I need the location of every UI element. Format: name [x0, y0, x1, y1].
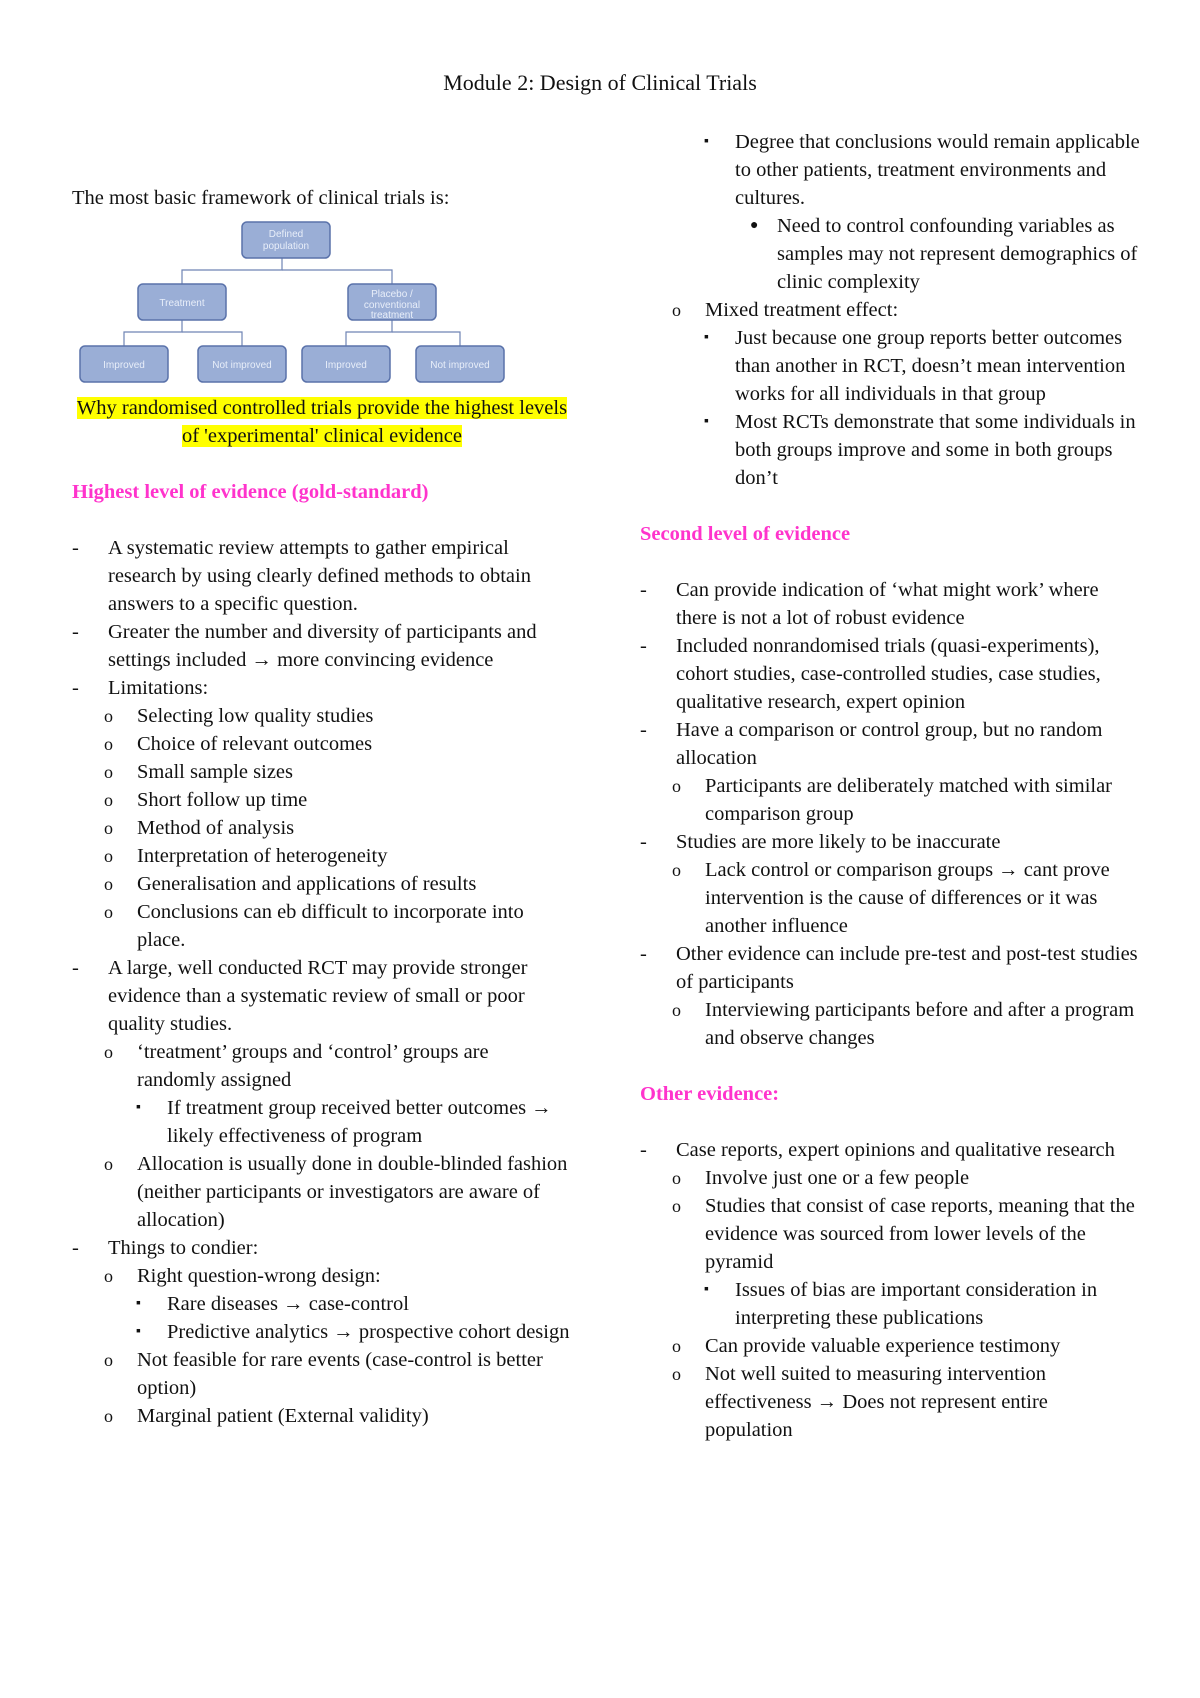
bullet-marker-icon: o	[672, 1168, 681, 1188]
list-item-text: Just because one group reports better outcomes than another in RCT, doesn’t mean intervention works for all individuals in that group	[735, 327, 1126, 405]
other-evidence-bullet-list	[640, 1136, 1140, 1444]
bullet-marker-icon: -	[72, 1237, 79, 1259]
svg-text:Placebo /: Placebo /	[371, 289, 413, 300]
list-item	[640, 324, 1140, 408]
diagram-improved-node	[80, 346, 168, 382]
list-item-text: Things to condier:	[108, 1237, 259, 1259]
bullet-marker-icon: -	[640, 719, 647, 741]
list-item	[72, 1094, 572, 1150]
right-column	[640, 128, 1140, 1444]
bullet-marker-icon: -	[72, 677, 79, 699]
list-item	[72, 1402, 572, 1430]
bullet-marker-icon: o	[672, 860, 681, 880]
bullet-marker-icon: o	[672, 776, 681, 796]
list-item-text: Need to control confounding variables as samples may not represent demographics of clinic complexity	[777, 215, 1138, 293]
svg-text:Treatment: Treatment	[159, 298, 205, 309]
bullet-marker-icon: o	[104, 1154, 113, 1174]
list-item-text: Studies are more likely to be inaccurate	[676, 831, 1001, 853]
bullet-marker-icon: o	[104, 874, 113, 894]
list-item	[640, 1276, 1140, 1332]
bullet-marker-icon: o	[672, 1196, 681, 1216]
list-item	[640, 408, 1140, 492]
list-item-text: Included nonrandomised trials (quasi-experiments), cohort studies, case-controlled studies, case studies, qualitative research, expert opinion	[676, 635, 1101, 713]
bullet-marker-icon: o	[672, 300, 681, 320]
list-item-text: Right question-wrong design:	[137, 1265, 381, 1287]
list-item	[72, 814, 572, 842]
list-item	[640, 828, 1140, 856]
list-item	[640, 296, 1140, 324]
list-item	[72, 786, 572, 814]
list-item-text: Marginal patient (External validity)	[137, 1405, 429, 1427]
diagram-not-improved-node	[198, 346, 286, 382]
list-item-text: Participants are deliberately matched with similar comparison group	[705, 775, 1113, 825]
intro-text: The most basic framework of clinical trials is:	[72, 187, 450, 209]
bullet-marker-icon: -	[640, 1139, 647, 1161]
section-heading-second-level: Second level of evidence	[640, 523, 851, 545]
bullet-marker-icon: o	[104, 762, 113, 782]
list-item-text: Limitations:	[108, 677, 209, 699]
list-item	[72, 1318, 572, 1346]
svg-text:Not improved: Not improved	[430, 360, 490, 371]
list-item	[640, 1192, 1140, 1276]
list-item	[640, 212, 1140, 296]
list-item	[72, 898, 572, 954]
bullet-marker-icon: o	[104, 734, 113, 754]
list-item-text: Allocation is usually done in double-blinded fashion (neither participants or investigators are aware of allocation)	[137, 1153, 568, 1231]
diagram-not-improved-node	[416, 346, 504, 382]
bullet-marker-icon: o	[104, 1406, 113, 1426]
bullet-marker-icon: o	[104, 1350, 113, 1370]
list-item-text: If treatment group received better outcomes → likely effectiveness of program	[167, 1097, 552, 1147]
bullet-marker-icon: ▪	[136, 1324, 141, 1339]
list-item-text: ‘treatment’ groups and ‘control’ groups are randomly assigned	[137, 1041, 489, 1091]
list-item	[640, 856, 1140, 940]
list-item-text: Studies that consist of case reports, meaning that the evidence was sourced from lower levels of the pyramid	[705, 1195, 1135, 1273]
bullet-marker-icon: -	[640, 831, 647, 853]
list-item-text: Method of analysis	[137, 817, 295, 839]
diagram-root-node	[242, 222, 330, 258]
svg-text:Defined: Defined	[268, 229, 304, 240]
list-item	[72, 954, 572, 1038]
list-item-text: Can provide indication of ‘what might work’ where there is not a lot of robust evidence	[676, 579, 1099, 629]
svg-text:Not improved: Not improved	[212, 360, 272, 371]
bullet-marker-icon: -	[640, 943, 647, 965]
list-item	[640, 1164, 1140, 1192]
bullet-marker-icon: ●	[750, 218, 759, 233]
diagram-improved-node	[302, 346, 390, 382]
bullet-marker-icon: o	[104, 790, 113, 810]
list-item	[72, 842, 572, 870]
highlighted-note: Why randomised controlled trials provide the highest levels of 'experimental' clinical evidence	[76, 397, 568, 447]
bullet-marker-icon: ▪	[704, 330, 709, 345]
list-item-text: Predictive analytics → prospective cohort design	[167, 1321, 570, 1343]
svg-text:Improved: Improved	[325, 360, 367, 371]
list-item	[72, 534, 572, 618]
bullet-marker-icon: o	[104, 818, 113, 838]
list-item	[640, 576, 1140, 632]
list-item	[640, 1360, 1140, 1444]
left-bullet-list	[72, 534, 572, 1430]
list-item-text: Lack control or comparison groups → cant prove intervention is the cause of differences or it was another influence	[705, 859, 1110, 937]
list-item	[640, 632, 1140, 716]
svg-text:treatment: treatment	[370, 310, 414, 321]
bullet-marker-icon: ▪	[136, 1100, 141, 1115]
list-item	[640, 1332, 1140, 1360]
list-item-text: Other evidence can include pre-test and post-test studies of participants	[676, 943, 1138, 993]
list-item-text: Generalisation and applications of results	[137, 873, 477, 895]
list-item	[72, 730, 572, 758]
page-title: Module 2: Design of Clinical Trials	[443, 70, 757, 95]
list-item-text: Not feasible for rare events (case-control is better option)	[137, 1349, 543, 1399]
list-item	[640, 996, 1140, 1052]
bullet-marker-icon: ▪	[136, 1296, 141, 1311]
clinical-trial-framework-diagram	[76, 218, 516, 388]
bullet-marker-icon: -	[72, 957, 79, 979]
list-item-text: Interpretation of heterogeneity	[137, 845, 388, 867]
list-item	[72, 1150, 572, 1234]
list-item-text: Choice of relevant outcomes	[137, 733, 373, 755]
list-item-text: A systematic review attempts to gather empirical research by using clearly defined methods to obtain answers to a specific question.	[108, 537, 531, 615]
bullet-marker-icon: -	[72, 537, 79, 559]
list-item-text: Case reports, expert opinions and qualitative research	[676, 1139, 1115, 1161]
section-heading-highest-level: Highest level of evidence (gold-standard)	[72, 481, 429, 503]
left-column	[72, 184, 572, 1430]
list-item	[72, 674, 572, 702]
list-item-text: Degree that conclusions would remain applicable to other patients, treatment environments and cultures.	[735, 131, 1140, 209]
bullet-marker-icon: o	[104, 846, 113, 866]
diagram-placebo-node	[348, 284, 436, 321]
list-item-text: Rare diseases → case-control	[167, 1293, 409, 1315]
list-item-text: Small sample sizes	[137, 761, 294, 783]
svg-text:population: population	[262, 241, 310, 252]
section-heading-other-evidence: Other evidence:	[640, 1083, 780, 1105]
bullet-marker-icon: ▪	[704, 414, 709, 429]
bullet-marker-icon: o	[104, 706, 113, 726]
list-item	[640, 716, 1140, 772]
svg-text:Improved: Improved	[103, 360, 145, 371]
list-item	[72, 1234, 572, 1262]
bullet-marker-icon: o	[672, 1364, 681, 1384]
list-item	[72, 702, 572, 730]
right-top-bullet-list	[640, 128, 1140, 492]
list-item-text: Can provide valuable experience testimony	[705, 1335, 1061, 1357]
list-item-text: Selecting low quality studies	[137, 705, 374, 727]
bullet-marker-icon: ▪	[704, 134, 709, 149]
list-item	[72, 758, 572, 786]
list-item	[72, 1038, 572, 1094]
list-item-text: Short follow up time	[137, 789, 308, 811]
list-item-text: Have a comparison or control group, but no random allocation	[676, 719, 1103, 769]
bullet-marker-icon: o	[104, 1042, 113, 1062]
bullet-marker-icon: o	[104, 902, 113, 922]
bullet-marker-icon: o	[672, 1000, 681, 1020]
list-item	[72, 870, 572, 898]
second-level-bullet-list	[640, 576, 1140, 1052]
list-item	[640, 128, 1140, 212]
list-item	[640, 772, 1140, 828]
list-item	[640, 940, 1140, 996]
list-item-text: A large, well conducted RCT may provide stronger evidence than a systematic review of small or poor quality studies.	[108, 957, 528, 1035]
list-item	[640, 1136, 1140, 1164]
diagram-treatment-node	[138, 284, 226, 320]
bullet-marker-icon: ▪	[704, 1282, 709, 1297]
list-item-text: Conclusions can eb difficult to incorporate into place.	[137, 901, 524, 951]
list-item	[72, 1346, 572, 1402]
list-item-text: Involve just one or a few people	[705, 1167, 970, 1189]
bullet-marker-icon: -	[72, 621, 79, 643]
list-item-text: Interviewing participants before and after a program and observe changes	[705, 999, 1135, 1049]
list-item-text: Most RCTs demonstrate that some individuals in both groups improve and some in both groups don’t	[735, 411, 1136, 489]
bullet-marker-icon: -	[640, 579, 647, 601]
bullet-marker-icon: o	[672, 1336, 681, 1356]
list-item-text: Issues of bias are important consideration in interpreting these publications	[735, 1279, 1098, 1329]
list-item-text: Greater the number and diversity of participants and settings included → more convincing evidence	[108, 621, 537, 671]
list-item-text: Not well suited to measuring intervention effectiveness → Does not represent entire population	[705, 1363, 1048, 1441]
bullet-marker-icon: o	[104, 1266, 113, 1286]
list-item	[72, 618, 572, 674]
bullet-marker-icon: -	[640, 635, 647, 657]
svg-text:conventional: conventional	[363, 300, 421, 311]
list-item	[72, 1290, 572, 1318]
list-item-text: Mixed treatment effect:	[705, 299, 899, 321]
list-item	[72, 1262, 572, 1290]
